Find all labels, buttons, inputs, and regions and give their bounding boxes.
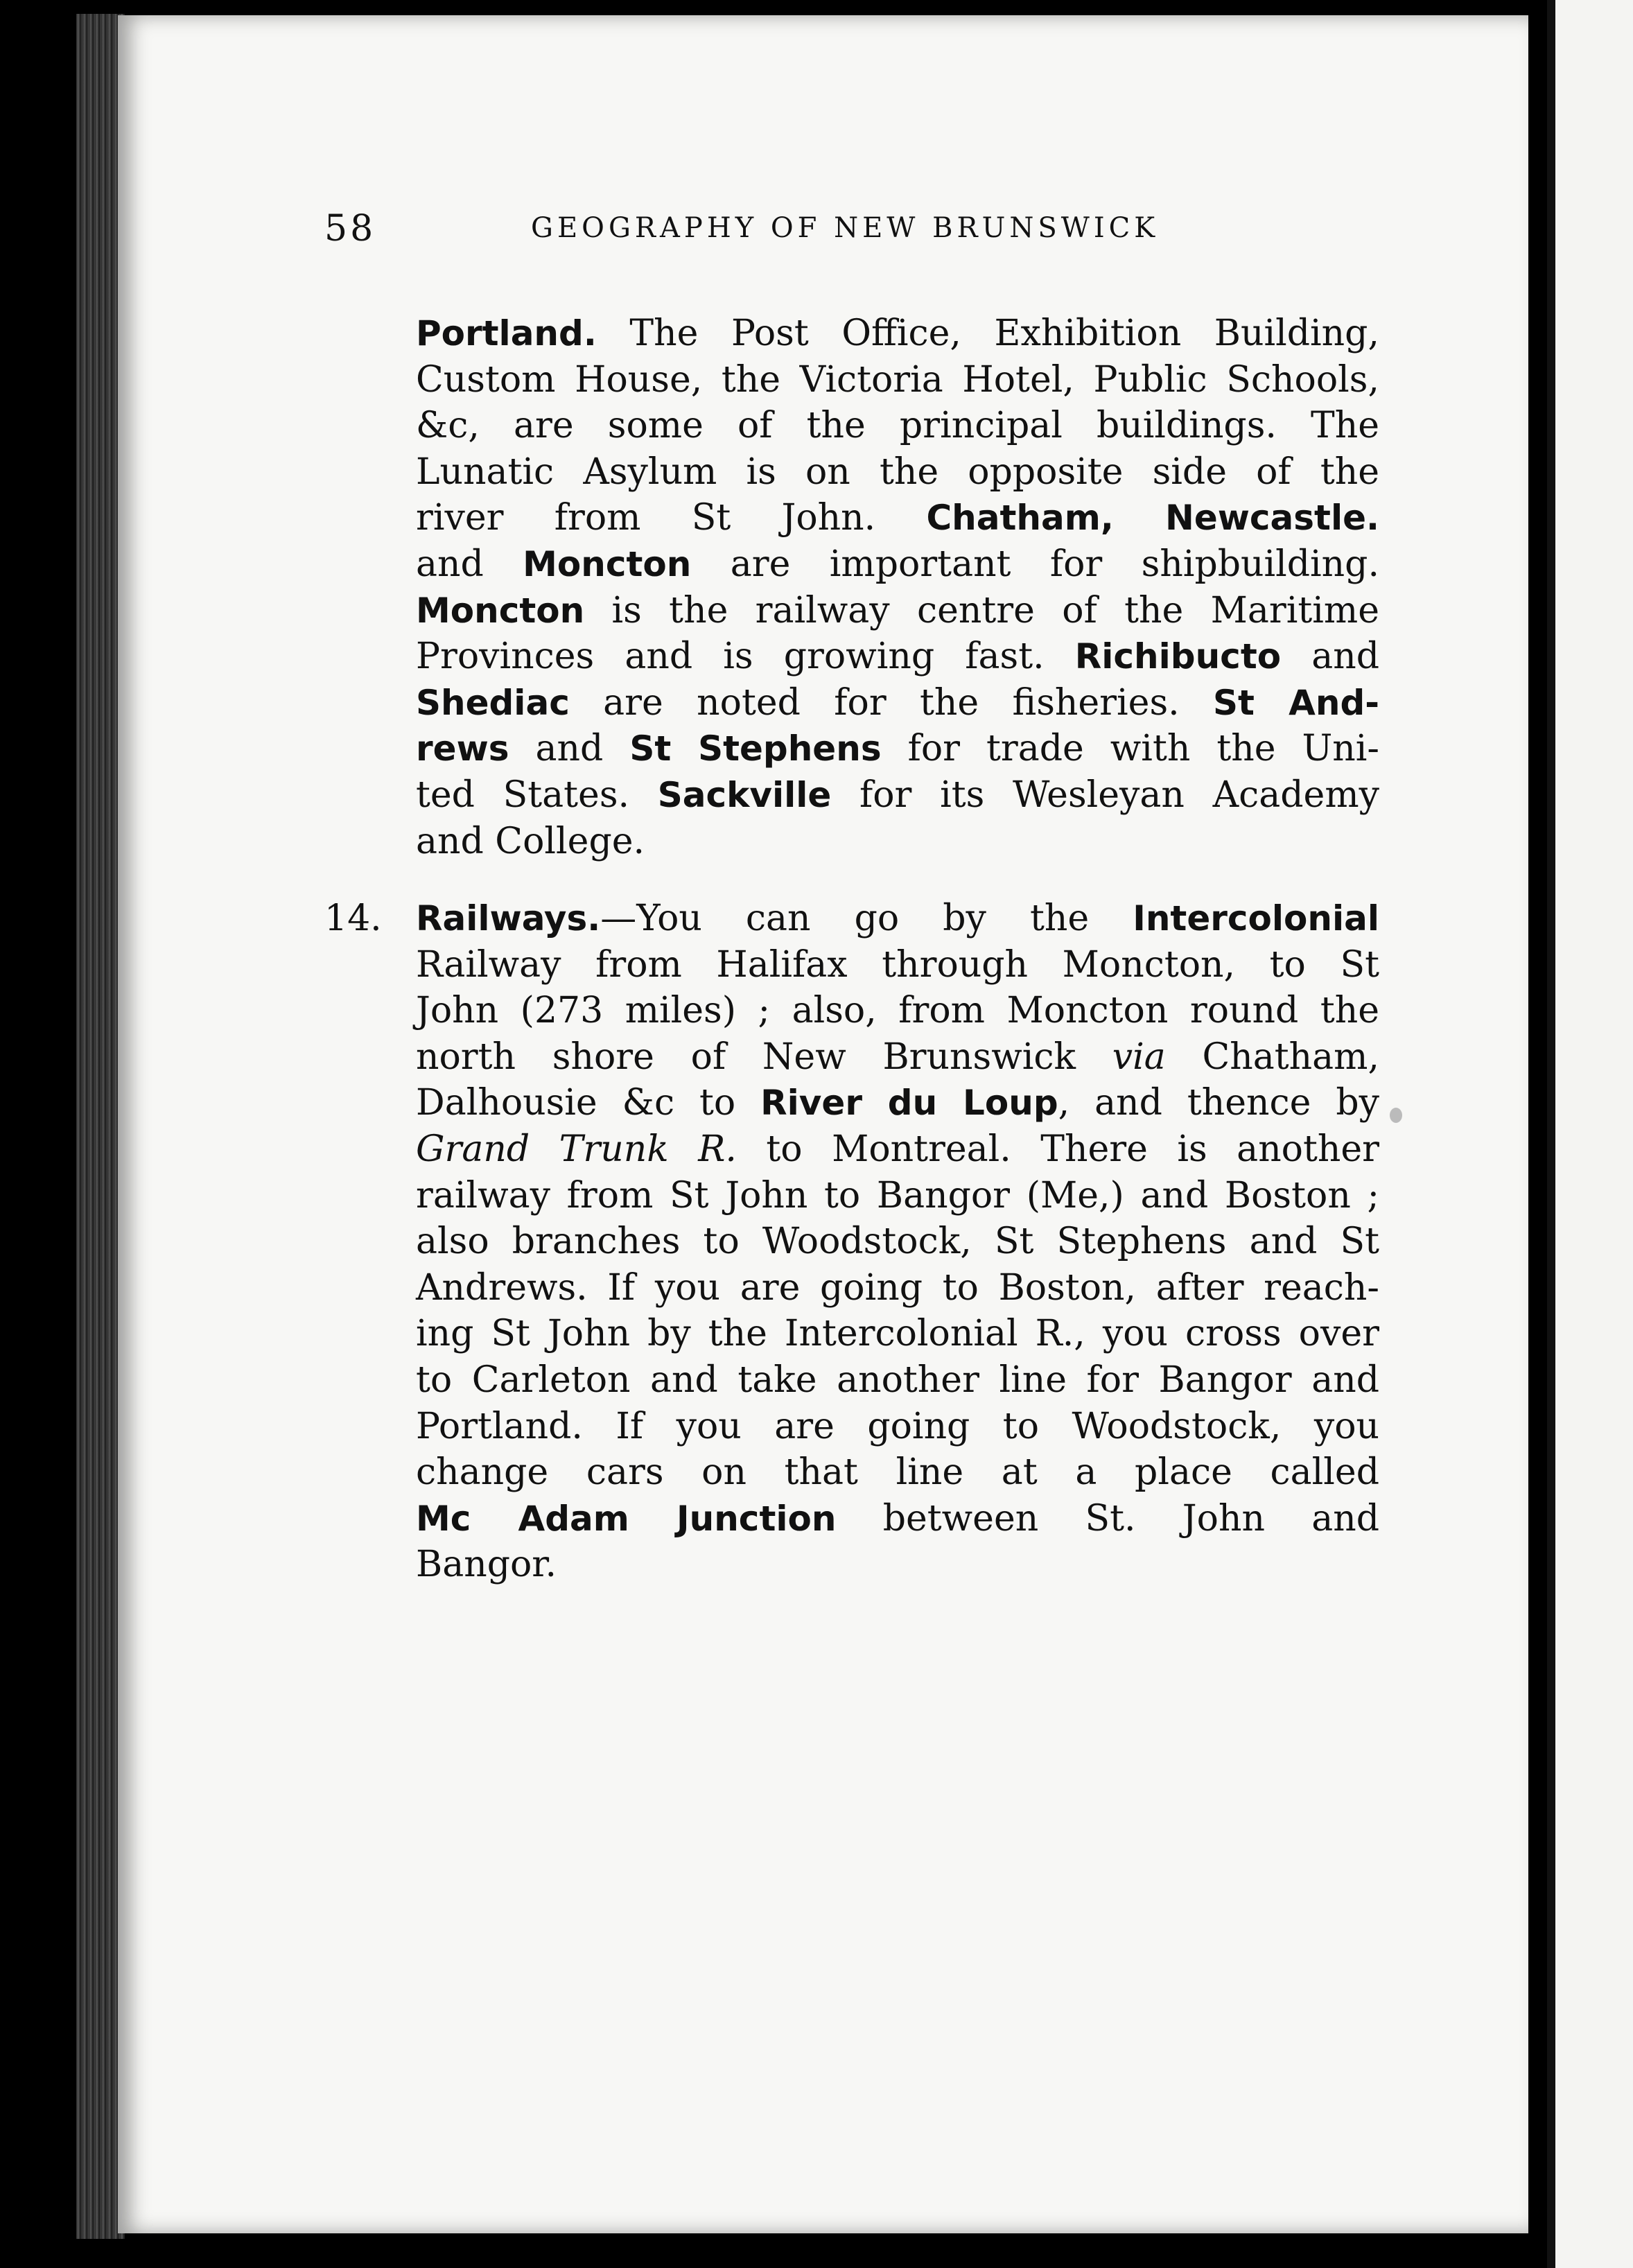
text-line: north shore of New Brunswick via Chatham, <box>416 1036 1379 1078</box>
paragraph-railways <box>416 896 1379 1588</box>
place-name-bold: Richibucto <box>1074 636 1282 677</box>
text-line: Railway from Halifax through Moncton, to St <box>416 943 1379 986</box>
text-line: change cars on that line at a place called <box>416 1451 1379 1494</box>
place-name-bold: rews <box>416 729 509 769</box>
text-line: Lunatic Asylum is on the opposite side of the <box>416 451 1379 493</box>
text-line: Portland. The Post Office, Exhibition Building, <box>416 313 1379 354</box>
italic-phrase: Grand Trunk R. <box>416 1128 737 1170</box>
place-name-bold: River du Loup <box>760 1083 1058 1124</box>
text-line: &c, are some of the principal buildings. The <box>416 405 1379 447</box>
text-line: Andrews. If you are going to Boston, after reach- <box>416 1266 1379 1309</box>
text-line: Provinces and is growing fast. Richibucto and <box>416 636 1380 678</box>
section-number: 14. <box>324 898 382 939</box>
page-number: 58 <box>324 208 376 250</box>
text-line: Shediac are noted for the fisheries. St And- <box>416 681 1379 724</box>
facing-page-edge <box>1547 0 1633 2268</box>
paragraph-towns <box>416 311 1379 864</box>
text-line: Mc Adam Junction between St. John and <box>416 1497 1379 1539</box>
text-line: Dalhousie &c to River du Loup, and thence by <box>416 1082 1379 1124</box>
text-line: railway from St John to Bangor (Me,) and Boston ; <box>416 1174 1379 1216</box>
place-name-bold: Moncton <box>523 543 692 584</box>
page-gutter <box>1547 0 1555 2268</box>
text-line: Portland. If you are going to Woodstock, you <box>416 1405 1379 1447</box>
place-name-bold: St And- <box>1213 682 1379 723</box>
place-name-bold: Moncton <box>416 590 585 631</box>
italic-word: via <box>1112 1036 1166 1078</box>
text-line: Moncton is the railway centre of the Maritime <box>416 589 1379 631</box>
place-name-bold: St Stephens <box>629 729 882 769</box>
text-line: to Carleton and take another line for Bangor and <box>416 1359 1379 1401</box>
section-heading: Railways. <box>416 898 601 939</box>
place-name-bold: Intercolonial <box>1133 898 1379 939</box>
running-head <box>324 208 1406 256</box>
text-line: Railways.—You can go by the Intercolonial <box>416 898 1379 939</box>
place-name-bold: Shediac <box>416 682 570 723</box>
text-line: Bangor. <box>416 1544 557 1586</box>
place-name-bold: Mc Adam Junction <box>416 1498 837 1539</box>
place-name-bold: Newcastle <box>1164 498 1367 539</box>
place-name-bold: Sackville <box>657 774 832 815</box>
text-line: ted States. Sackville for its Wesleyan Academy <box>416 774 1380 816</box>
text-line: Custom House, the Victoria Hotel, Public Schools, <box>416 358 1379 401</box>
text-line: rews and St Stephens for trade with the Uni- <box>416 728 1379 770</box>
text-line: John (273 miles) ; also, from Moncton round the <box>416 990 1379 1032</box>
scan-smudge <box>1390 1108 1402 1123</box>
running-head-title: GEOGRAPHY OF NEW BRUNSWICK <box>531 212 1160 244</box>
text-line: and Moncton are important for shipbuilding. <box>416 543 1379 585</box>
text-line: and College. <box>416 820 645 862</box>
text-line: Grand Trunk R. to Montreal. There is another <box>416 1128 1380 1170</box>
text-line: ing St John by the Intercolonial R., you cross over <box>416 1313 1379 1355</box>
text-line: also branches to Woodstock, St Stephens and St <box>416 1221 1379 1263</box>
place-name-bold: Chatham <box>926 498 1101 539</box>
place-name-bold: Portland. <box>416 313 597 354</box>
text-line: river from St John. Chatham, Newcastle. <box>416 497 1380 539</box>
